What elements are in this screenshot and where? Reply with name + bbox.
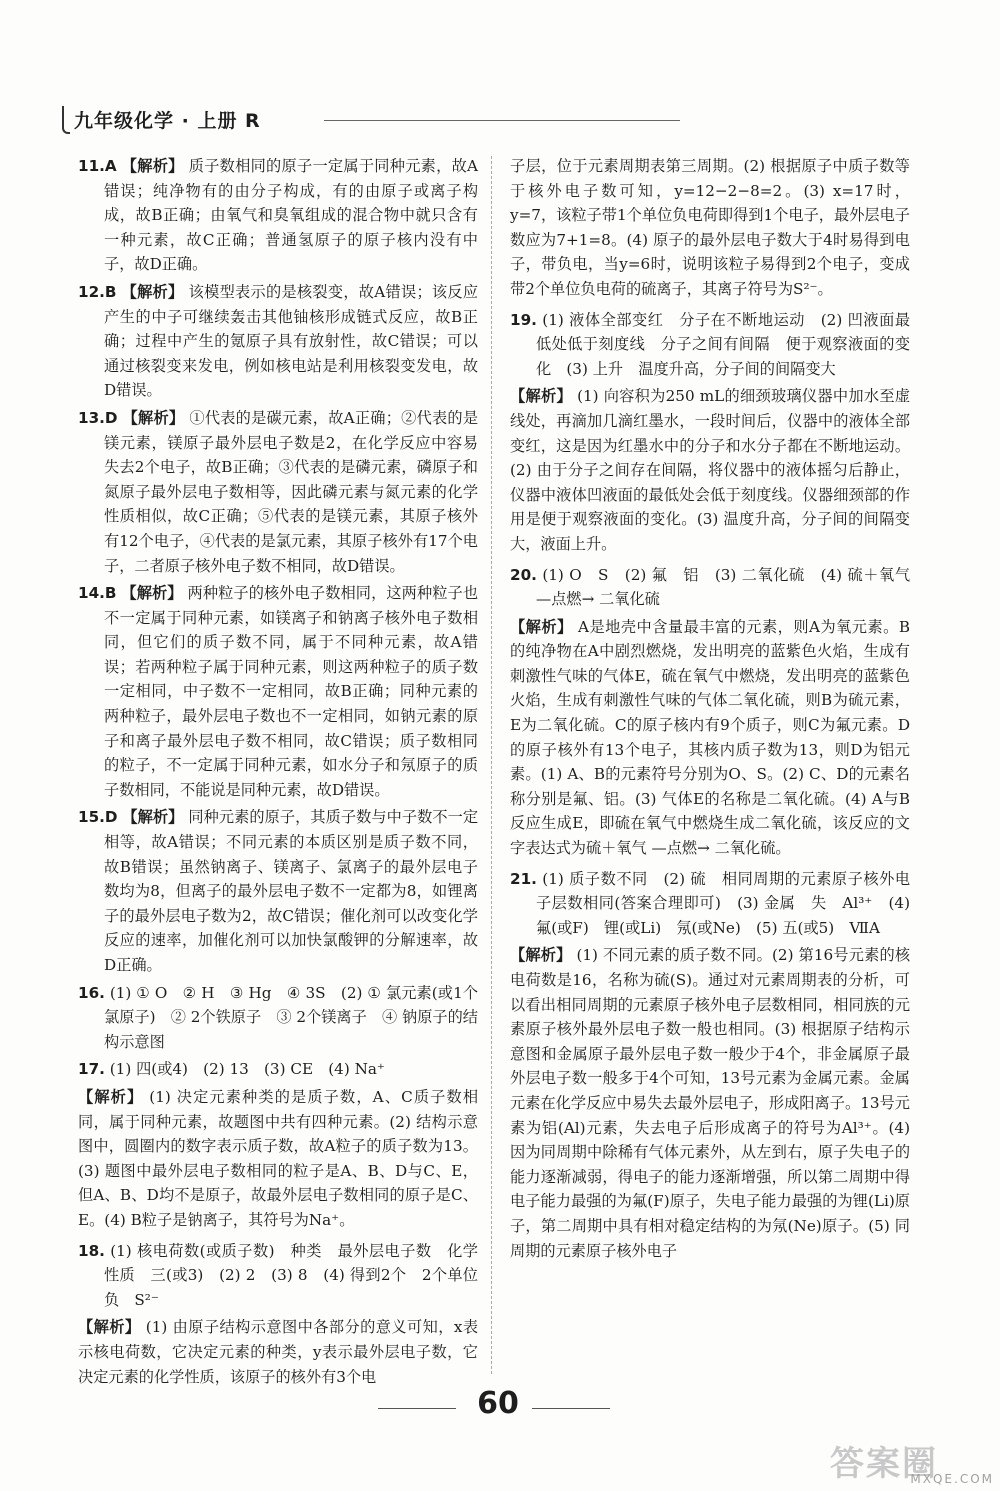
analysis-tag: 【解析】: [122, 808, 184, 827]
answer-text: (1) 四(或4) (2) 13 (3) CE (4) Na⁺: [109, 1060, 385, 1079]
page-footer: [0, 1386, 1000, 1426]
answer-text: A是地壳中含量最丰富的元素，则A为氧元素。B的纯净物在A中剧烈燃烧，发出明亮的蓝紫色火焰，生成有刺激性气味的气体E，硫在氧气中燃烧，发出明亮的蓝紫色火焰，生成有刺激性气味的气体二氧化硫，则B为硫元素，E为二氧化硫。C的原子核内有9个质子，则C为氟元素。D的原子核外有13个电子，其核内质子数为13，则D为铝元素。(1) A、B的元素符号分别为O、S。(2) C、D的元素名称分别是氟、铝。(3) 气体E的名称是二氧化硫。(4) A与B反应生成E，即硫在氧气中燃烧生成二氧化硫，该反应的文字表达式为硫＋氧气 —点燃→ 二氧化硫。: [510, 617, 911, 858]
answer-text: (1) 决定元素种类的是质子数，A、C质子数相同，属于同种元素，故题图中共有四种元素。(2) 结构示意图中，圆圈内的数字表示质子数，故A粒子的质子数为13。(3) 题图中最外层电子数相同的粒子是A、B、D与C、E，但A、B、D均不是原子，故最外层电子数相同的原子是C、E。(4) B粒子是钠离子，其符号为Na⁺。: [78, 1087, 479, 1229]
analysis-tag: 【解析】: [510, 387, 572, 406]
answer-item: [510, 867, 910, 941]
answer-item: [78, 1057, 478, 1082]
header-rule: [324, 120, 680, 121]
analysis-tag: 【解析】: [122, 408, 185, 427]
analysis-tag: 【解析】: [121, 157, 184, 175]
page-number: 60: [477, 1386, 519, 1421]
question-number: 11.A: [78, 157, 117, 175]
analysis-tag: 【解析】: [78, 1087, 144, 1106]
footer-rule-right: [532, 1408, 610, 1409]
answer-text: (1) 由原子结构示意图中各部分的意义可知，x表示核电荷数，它决定元素的种类，y表示最外层电子数，它决定元素的化学性质，该原子的核外有3个电: [78, 1318, 479, 1386]
question-number: 13.D: [78, 408, 118, 427]
answer-item: [78, 805, 478, 977]
answer-text: (1) O S (2) 氟 铝 (3) 二氧化硫 (4) 硫＋氧气 —点燃→ 二氧化硫: [536, 565, 911, 609]
answer-item: [510, 563, 910, 612]
watermark-text: 答案圈: [830, 1444, 938, 1484]
answer-text: 两种粒子的核外电子数相同，这两种粒子也不一定属于同种元素，如镁离子和钠离子核外电子数相同，但它们的质子数不同，属于不同种元素，故A错误；若两种粒子属于同种元素，则这两种粒子的质子数一定相同，中子数不一定相同，故B正确；同种元素的两种粒子，最外层电子数也不一定相同，如钠元素的原子和离子最外层电子数不相同，故C错误；质子数相同的粒子，不一定属于同种元素，如水分子和氖原子的质子数相同，不能说是同种元素，故D错误。: [104, 584, 479, 799]
explanation-paragraph: [510, 943, 910, 1263]
right-column: [510, 154, 910, 1269]
question-number: 14.B: [78, 584, 117, 603]
answer-item: [78, 280, 478, 403]
answer-text: 子层，位于元素周期表第三周期。(2) 根据原子中质子数等于核外电子数可知，y=12−2−8=2。(3) x=17时，y=7，该粒子带1个单位负电荷即得到1个电子，最外层电子数应为7+1=8。(4) 原子的最外层电子数大于4时易得到电子，带负电，当y=6时，说明该粒子易得到2个电子，变成带2个单位负电荷的硫离子，其离子符号为S²⁻。: [510, 157, 910, 298]
column-divider: [491, 156, 492, 1374]
question-number: 16.: [78, 983, 105, 1002]
question-number: 12.B: [78, 282, 117, 301]
explanation-paragraph: [510, 615, 910, 861]
answer-text: ①代表的是碳元素，故A正确；②代表的是镁元素，镁原子最外层电子数是2，在化学反应中容易失去2个电子，故B正确；③代表的是磷元素，磷原子和氮原子最外层电子数相等，因此磷元素与氮元素的化学性质相似，故C正确；⑤代表的是镁元素，其原子核外有12个电子，④代表的是氯元素，其原子核外有17个电子，二者原子核外电子数不相同，故D错误。: [104, 408, 479, 575]
explanation-paragraph: [78, 1315, 478, 1389]
answer-text: (1) 不同元素的质子数不同。(2) 第16号元素的核电荷数是16，名称为硫(S)。通过对元素周期表的分析，可以看出相同周期的元素原子核外电子层数相同，相同族的元素原子核外最外层电子数一般也相同。(3) 根据原子结构示意图和金属原子最外层电子数一般少于4个，非金属原子最外层电子数一般多于4个可知，13号元素为金属元素。金属元素在化学反应中易失去最外层电子，形成阳离子。13号元素为铝(Al)元素，失去电子后形成离子的符号为Al³⁺。(4) 因为同周期中除稀有气体元素外，从左到右，原子失电子的能力逐渐减弱，得电子的能力逐渐增强，所以第二周期中得电子能力最强的为氟(F)原子，失电子能力最强的为锂(Li)原子，第二周期中具有相对稳定结构的为氖(Ne)原子。(5) 同周期的元素原子核外电子: [510, 946, 911, 1260]
analysis-tag: 【解析】: [510, 946, 572, 965]
answer-text: (1) 质子数不同 (2) 硫 相同周期的元素原子核外电子层数相同(答案合理即可) (3) 金属 失 Al³⁺ (4) 氟(或F) 锂(或Li) 氖(或Ne) (5) 五(或5) ⅦA: [536, 869, 911, 937]
answer-item: [78, 154, 478, 277]
analysis-tag: 【解析】: [78, 1318, 141, 1337]
answer-item: [510, 308, 910, 382]
question-number: 21.: [510, 869, 537, 888]
header-bracket: [62, 106, 70, 134]
analysis-tag: 【解析】: [510, 617, 573, 636]
left-column: [78, 154, 478, 1395]
answer-item: [78, 581, 478, 802]
answer-text: 该模型表示的是核裂变，故A错误；该反应产生的中子可继续轰击其他铀核形成链式反应，故B正确；过程中产生的氪原子具有放射性，故C错误；可以通过核裂变来发电，例如核电站是利用核裂变发电，故D错误。: [104, 282, 479, 400]
explanation-paragraph: [78, 1085, 478, 1233]
question-number: 15.D: [78, 808, 118, 827]
question-number: 20.: [510, 565, 537, 584]
question-number: 19.: [510, 310, 537, 329]
explanation-paragraph: [510, 154, 910, 302]
footer-rule-left: [378, 1408, 456, 1409]
page-header: [62, 104, 622, 134]
question-number: 18.: [78, 1241, 105, 1260]
answer-item: [78, 1239, 478, 1313]
watermark-url: MXQE.COM: [910, 1472, 994, 1486]
answer-text: (1) ① O ② H ③ Hg ④ 3S (2) ① 氯元素(或1个氯原子) ② 2个铁原子 ③ 2个镁离子 ④ 钠原子的结构示意图: [104, 983, 479, 1051]
watermark-logo: [826, 1436, 1000, 1486]
answer-text: 质子数相同的原子一定属于同种元素，故A错误；纯净物有的由分子构成，有的由原子或离子构成，故B正确；由氧气和臭氧组成的混合物中就只含有一种元素，故C正确；普通氢原子的原子核内没有中子，故D正确。: [104, 157, 479, 274]
header-title: 九年级化学 · 上册 R: [74, 110, 261, 132]
answer-text: (1) 液体全部变红 分子在不断地运动 (2) 凹液面最低处低于刻度线 分子之间有间隔 便于观察液面的变化 (3) 上升 温度升高，分子间的间隔变大: [536, 310, 911, 378]
analysis-tag: 【解析】: [121, 584, 183, 603]
answer-text: (1) 向容积为250 mL的细颈玻璃仪器中加水至虚线处，再滴加几滴红墨水，一段时间后，仪器中的液体全部变红，这是因为红墨水中的分子和水分子都在不断地运动。(2) 由于分子之间存在间隔，将仪器中的液体摇匀后静止，仪器中液体凹液面的最低处会低于刻度线。仪器细颈部的作用是便于观察液面的变化。(3) 温度升高，分子间的间隔变大，液面上升。: [510, 387, 911, 553]
explanation-paragraph: [510, 384, 910, 556]
answer-item: [78, 406, 478, 578]
analysis-tag: 【解析】: [121, 282, 184, 301]
question-number: 17.: [78, 1060, 105, 1079]
answer-item: [78, 981, 478, 1055]
answer-text: 同种元素的原子，其质子数与中子数不一定相等，故A错误；不同元素的本质区别是质子数不同，故B错误；虽然钠离子、镁离子、氯离子的最外层电子数均为8，但离子的最外层电子数不一定都为8，如锂离子的最外层电子数为2，故C错误；催化剂可以改变化学反应的速率，加催化剂可以加快氯酸钾的分解速率，故D正确。: [104, 808, 479, 974]
answer-text: (1) 核电荷数(或质子数) 种类 最外层电子数 化学性质 三(或3) (2) 2 (3) 8 (4) 得到2个 2个单位负 S²⁻: [104, 1241, 478, 1309]
